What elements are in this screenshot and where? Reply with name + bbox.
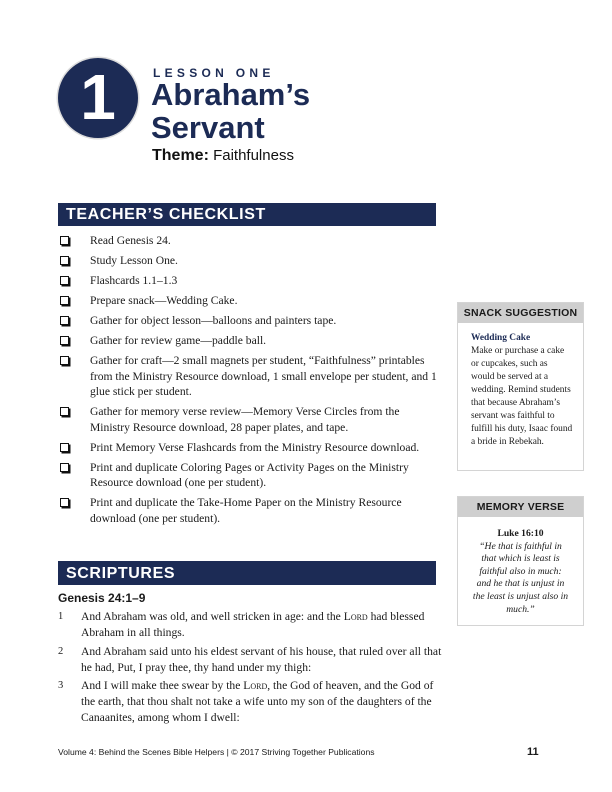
- scriptures-header: SCRIPTURES: [58, 561, 436, 585]
- checkbox-icon[interactable]: [60, 276, 69, 285]
- theme-value: Faithfulness: [213, 147, 294, 164]
- checklist-item-text: Print and duplicate Coloring Pages or Activity Pages on the Ministry Resource download (one per student).: [90, 460, 409, 490]
- teachers-checklist: [60, 233, 440, 531]
- verse-number: 3: [58, 680, 64, 691]
- verse: [58, 678, 444, 726]
- verse: [58, 644, 444, 676]
- checklist-item: [60, 273, 440, 289]
- snack-title: Wedding Cake: [471, 333, 531, 343]
- page-number: 11: [527, 746, 539, 758]
- checklist-item-text: Print Memory Verse Flashcards from the Ministry Resource download.: [90, 440, 420, 454]
- verse-text-rest: , the God of heaven, and the God of the earth, that thou shalt not take a wife unto my son of the daughters of the Canaanites, among whom I dwell:: [81, 679, 434, 724]
- checkbox-icon[interactable]: [60, 407, 69, 416]
- checklist-item: [60, 333, 440, 349]
- lesson-number-badge: [58, 58, 138, 138]
- verse: [58, 609, 444, 641]
- checklist-item: [60, 440, 440, 456]
- verse-text: And Abraham said unto his eldest servant of his house, that ruled over all that he had, Put, I pray thee, thy hand under my thigh:: [81, 644, 442, 674]
- memory-verse-text: “He that is faithful in that which is least is faithful also in much: and he that is unjust in the least is unjust also in much.”: [472, 540, 569, 615]
- checklist-item-text: Gather for review game—paddle ball.: [90, 333, 267, 347]
- memory-verse-reference: Luke 16:10: [497, 528, 544, 539]
- checklist-item-text: Read Genesis 24.: [90, 234, 171, 247]
- checklist-item-text: Print and duplicate the Take-Home Paper on the Ministry Resource download (one per student).: [90, 496, 402, 525]
- snack-suggestion-box: [457, 302, 584, 471]
- snack-description: Make or purchase a cake or cupcakes, such as would be served at a wedding. Remind students that because Abraham’s servant was faithful to fulfill his duty, Isaac found a bride in Rebekah.: [471, 346, 573, 447]
- checkbox-icon[interactable]: [60, 356, 69, 365]
- checklist-header: TEACHER’S CHECKLIST: [58, 203, 436, 226]
- checklist-item: [60, 495, 440, 526]
- verse-lord: Lord: [343, 610, 368, 623]
- verse-text: And Abraham was old, and well stricken in age: and the: [81, 610, 344, 623]
- snack-suggestion-header: SNACK SUGGESTION: [458, 303, 583, 323]
- checklist-item: [60, 353, 440, 400]
- theme-label: Theme:: [152, 147, 209, 164]
- checklist-item-text: Gather for object lesson—balloons and painters tape.: [90, 313, 337, 327]
- checklist-item: [60, 233, 440, 249]
- theme: [152, 147, 294, 165]
- checkbox-icon[interactable]: [60, 443, 69, 452]
- checkbox-icon[interactable]: [60, 498, 69, 507]
- checkbox-icon[interactable]: [60, 336, 69, 345]
- footer-text: Volume 4: Behind the Scenes Bible Helpers | © 2017 Striving Together Publications: [58, 747, 375, 757]
- title-line-2: Servant: [151, 110, 265, 145]
- memory-verse-body: [458, 517, 583, 616]
- verse-text-rest: had blessed Abraham in all things.: [81, 610, 425, 639]
- checkbox-icon[interactable]: [60, 256, 69, 265]
- checklist-item-text: Gather for memory verse review—Memory Verse Circles from the Ministry Resource download, 28 paper plates, and tape.: [90, 405, 400, 434]
- scripture-verses: [58, 609, 444, 729]
- checklist-item: [60, 253, 440, 269]
- verse-text: And I will make thee swear by the: [81, 679, 244, 692]
- checklist-item-text: Gather for craft—2 small magnets per student, “Faithfulness” printables from the Ministry Resource download, 1 small envelope per student, and 1 glue stick per student.: [90, 353, 437, 399]
- checklist-item: [60, 313, 440, 329]
- page-title: [151, 78, 310, 144]
- checkbox-icon[interactable]: [60, 236, 69, 245]
- lesson-label: LESSON ONE: [153, 66, 275, 80]
- checkbox-icon[interactable]: [60, 316, 69, 325]
- checkbox-icon[interactable]: [60, 296, 69, 305]
- lesson-number: 1: [80, 61, 116, 133]
- snack-suggestion-body: [458, 323, 583, 449]
- verse-lord: Lord: [243, 679, 268, 692]
- title-line-1: Abraham’s: [151, 77, 311, 112]
- checklist-item: [60, 404, 440, 435]
- memory-verse-header: MEMORY VERSE: [458, 497, 583, 517]
- scripture-reference: Genesis 24:1–9: [58, 591, 146, 605]
- verse-number: 1: [58, 611, 64, 622]
- checklist-item: [60, 460, 440, 491]
- checkbox-icon[interactable]: [60, 463, 69, 472]
- checklist-item-text: Study Lesson One.: [90, 253, 178, 267]
- checklist-item: [60, 293, 440, 309]
- checklist-item-text: Flashcards 1.1–1.3: [90, 273, 178, 287]
- checklist-item-text: Prepare snack—Wedding Cake.: [90, 293, 238, 307]
- memory-verse-box: [457, 496, 584, 626]
- verse-number: 2: [58, 645, 64, 657]
